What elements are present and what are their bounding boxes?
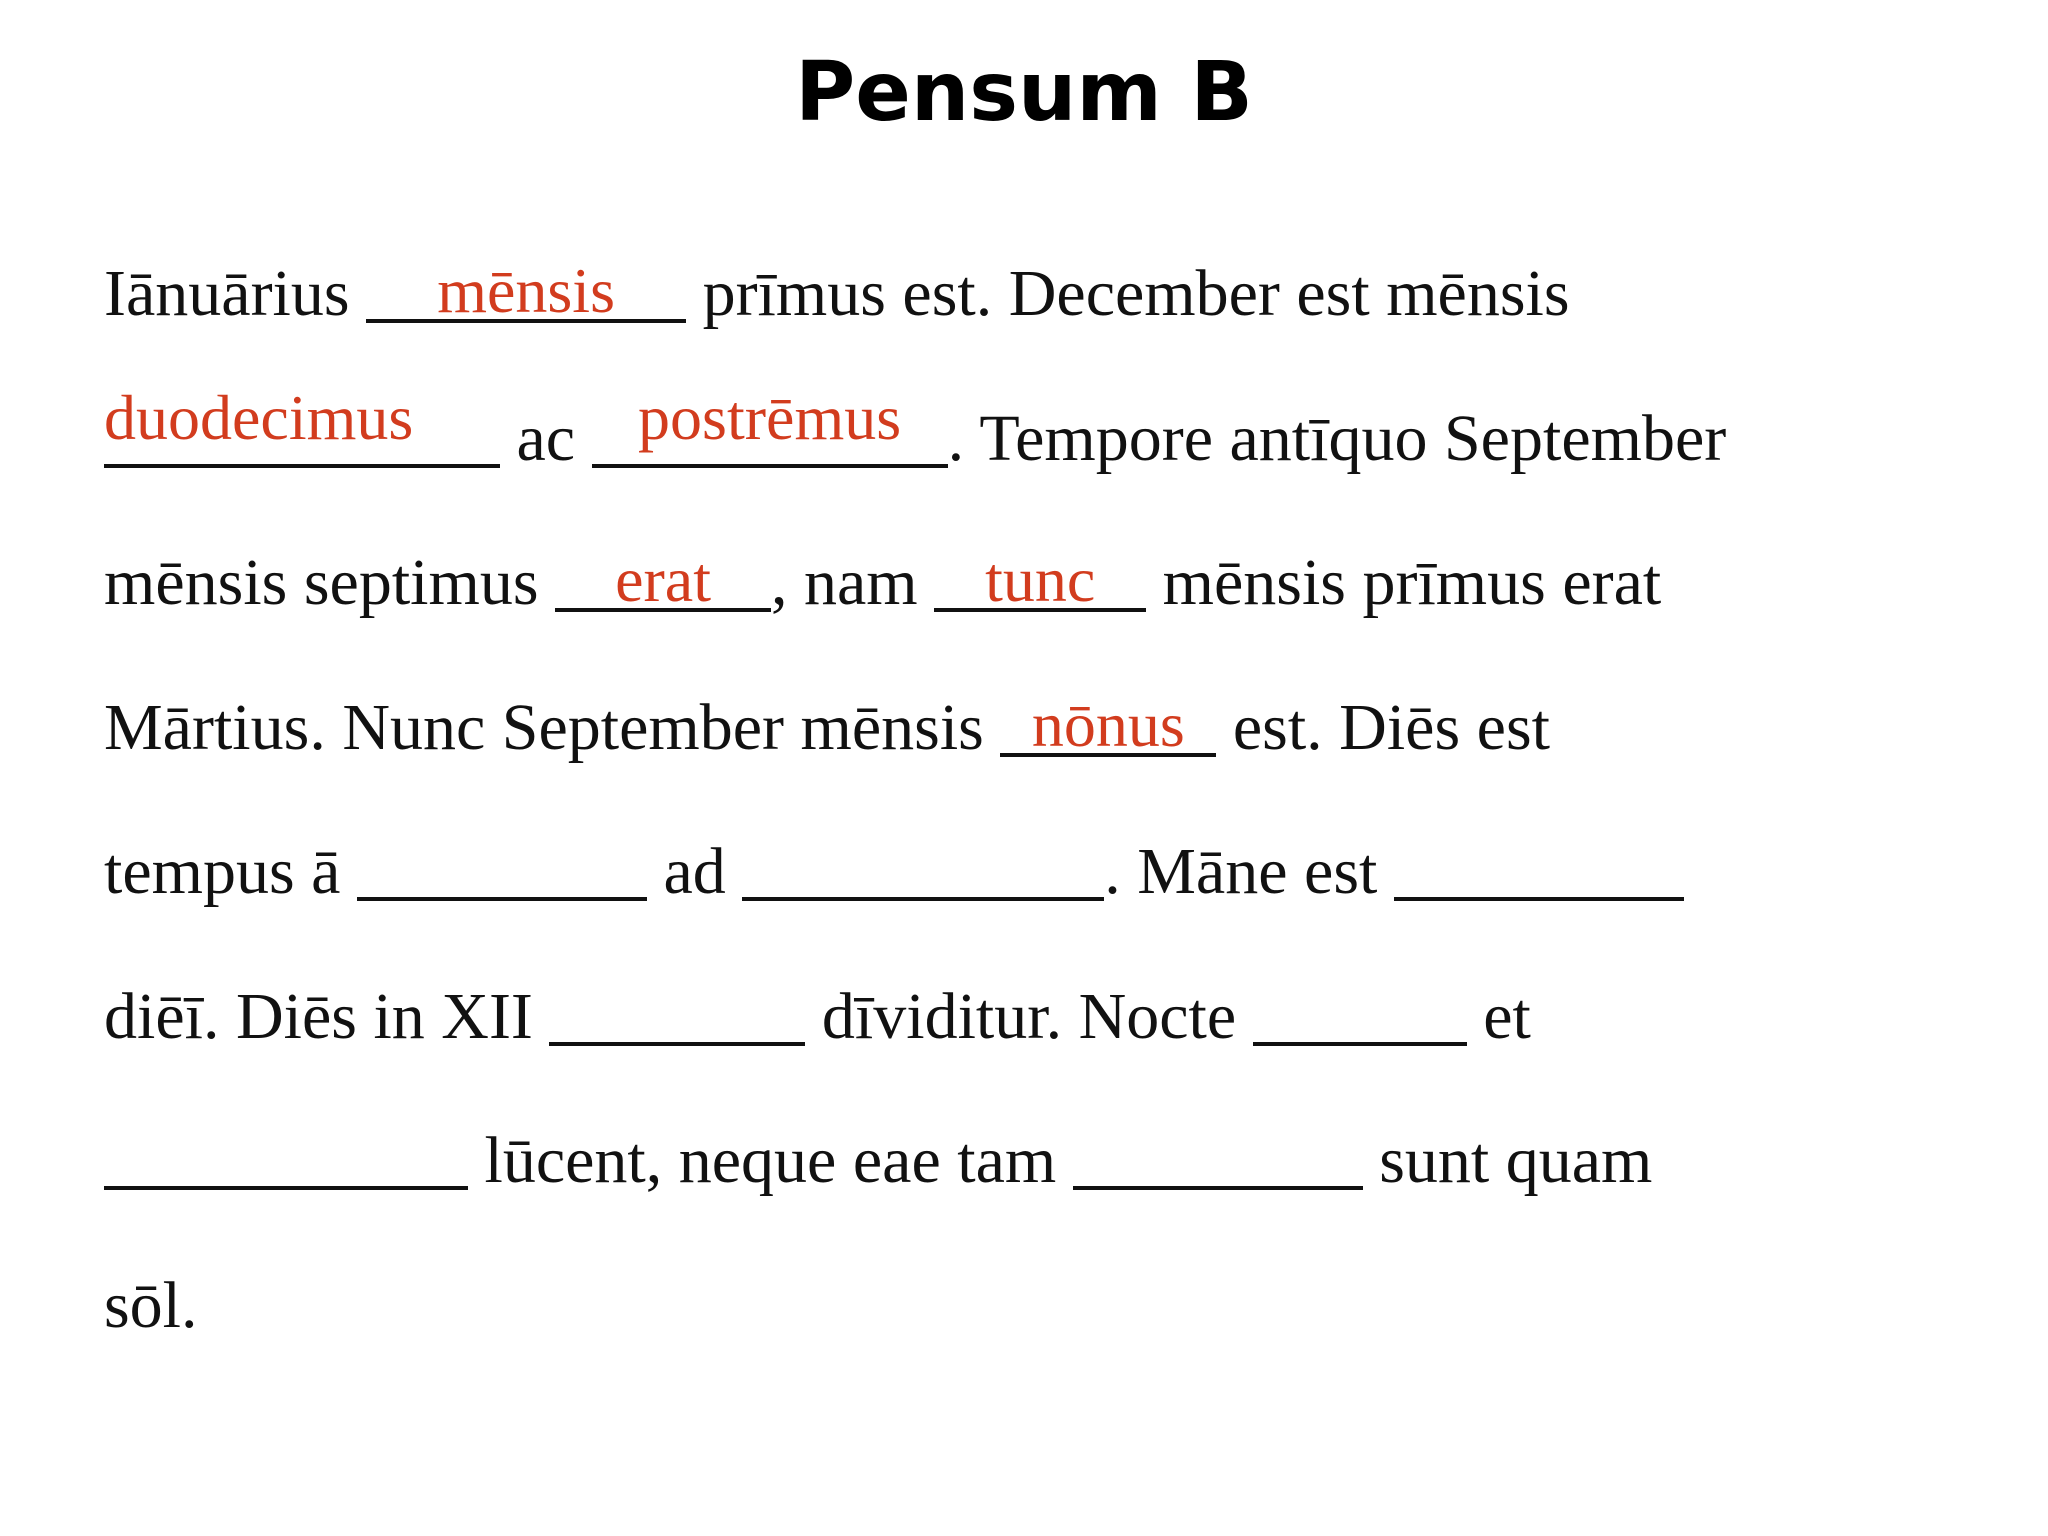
- answer-blank[interactable]: [104, 381, 500, 468]
- fill-in-passage: [104, 222, 1964, 1378]
- answer-blank[interactable]: [1000, 688, 1216, 760]
- text-segment: lūcent, neque eae tam: [468, 1124, 1073, 1197]
- text-segment: sōl.: [104, 1268, 198, 1342]
- passage-line: [104, 945, 1964, 1090]
- answer-blank[interactable]: [104, 1124, 468, 1190]
- answer-blank[interactable]: [366, 255, 686, 326]
- text-segment: sunt quam: [1362, 1124, 1653, 1197]
- text-segment: ad: [646, 835, 743, 908]
- answer-blank[interactable]: [555, 544, 771, 615]
- text-segment: et: [1466, 979, 1531, 1053]
- passage-line: [104, 800, 1964, 945]
- answer-blank[interactable]: [1253, 980, 1467, 1046]
- text-segment: Iānuārius: [104, 257, 367, 330]
- answer-blank[interactable]: [357, 835, 647, 901]
- passage-line: [104, 367, 1964, 512]
- text-segment: ac: [500, 401, 592, 475]
- text-segment: mēnsis septimus: [104, 546, 556, 619]
- page-title: Pensum B: [795, 45, 1253, 140]
- text-segment: tempus ā: [104, 835, 357, 908]
- answer-blank[interactable]: [934, 544, 1146, 615]
- filled-answer: duodecimus: [104, 381, 414, 453]
- text-segment: Mārtius. Nunc September mēnsis: [104, 690, 1001, 764]
- filled-answer: nōnus: [1031, 688, 1185, 760]
- filled-answer: mēnsis: [437, 255, 615, 326]
- filled-answer: tunc: [985, 544, 1096, 615]
- text-segment: prīmus est. December est mēnsis: [686, 257, 1570, 330]
- answer-blank[interactable]: [549, 980, 805, 1046]
- text-segment: dīviditur. Nocte: [805, 979, 1253, 1053]
- text-segment: est. Diēs est: [1216, 690, 1550, 764]
- passage-line: [104, 656, 1964, 801]
- answer-blank[interactable]: [1073, 1124, 1363, 1190]
- passage-line: [104, 511, 1964, 656]
- filled-answer: erat: [615, 544, 711, 615]
- answer-blank[interactable]: [592, 381, 948, 468]
- answer-blank[interactable]: [1394, 835, 1684, 901]
- text-segment: mēnsis prīmus erat: [1146, 546, 1662, 619]
- text-segment: . Māne est: [1104, 835, 1394, 908]
- filled-answer: postrēmus: [638, 381, 902, 453]
- text-segment: , nam: [771, 546, 935, 619]
- text-segment: diēī. Diēs in XII: [104, 979, 550, 1053]
- text-segment: . Tempore antīquo September: [947, 401, 1727, 475]
- passage-line: [104, 1234, 1964, 1379]
- answer-blank[interactable]: [742, 835, 1104, 901]
- passage-line: [104, 1089, 1964, 1234]
- passage-line: [104, 222, 1964, 367]
